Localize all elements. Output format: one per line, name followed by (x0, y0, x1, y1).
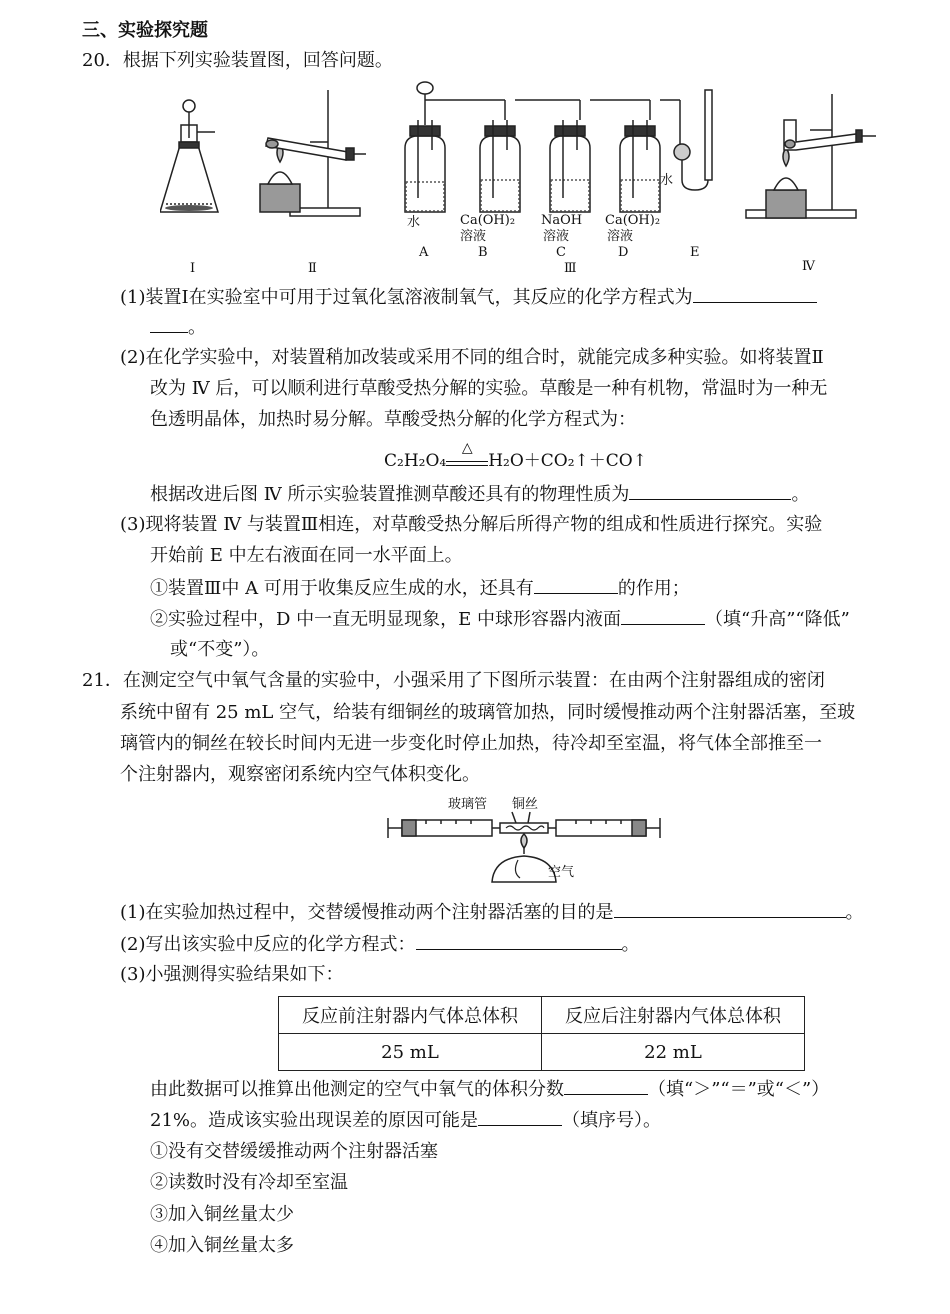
q21-after-2: 21%。造成该实验出现误差的原因可能是 （填序号）。 (150, 1110, 662, 1131)
table-cell: 25 mL (279, 1034, 542, 1071)
label-D-2: 溶液 (607, 229, 634, 244)
q21-stem-3: 璃管内的铜丝在较长时间内无进一步变化时停止加热，待冷却至室温，将气体全部推至一 (120, 733, 822, 754)
letter-D: D (618, 245, 629, 260)
q20-apparatus-figure (160, 80, 920, 280)
label-B-2: 溶液 (460, 229, 487, 244)
letter-B: B (478, 245, 488, 260)
table-header: 反应前注射器内气体总体积 (279, 997, 542, 1034)
answer-blank[interactable] (614, 901, 846, 918)
label-C-1: NaOH (541, 213, 583, 228)
answer-blank[interactable] (693, 286, 817, 303)
equation-arrow: △ (446, 453, 488, 466)
q20-p2-line4: 根据改进后图 Ⅳ 所示实验装置推测草酸还具有的物理性质为 。 (150, 484, 810, 505)
q20-p3-sub2: ②实验过程中，D 中一直无明显现象，E 中球形容器内液面 （填“升高”“降低” (150, 609, 850, 630)
answer-blank[interactable] (416, 933, 622, 950)
q20-p3-line1: (3)现将装置 Ⅳ 与装置Ⅲ相连，对草酸受热分解后所得产物的组成和性质进行探究。实验 (120, 514, 823, 535)
q20-equation: C₂H₂O₄ △ H₂O＋CO₂↑＋CO↑ (384, 440, 647, 471)
label-air: 空气 (548, 865, 575, 880)
q20-p2-line2: 改为 Ⅳ 后，可以顺利进行草酸受热分解的实验。草酸是一种有机物，常温时为一种无 (150, 378, 828, 399)
option-2: ②读数时没有冷却至室温 (150, 1172, 348, 1193)
label-E-liquid: 水 (660, 173, 674, 188)
label-glass-tube: 玻璃管 (448, 797, 488, 812)
table-header: 反应后注射器内气体总体积 (542, 997, 805, 1034)
apparatus-II (260, 90, 366, 216)
apparatus-IV (746, 94, 876, 218)
q21-p2: (2)写出该实验中反应的化学方程式： 。 (120, 934, 640, 955)
option-1: ①没有交替缓缓推动两个注射器活塞 (150, 1141, 438, 1162)
section-title: 三、实验探究题 (82, 20, 208, 41)
label-D-1: Ca(OH)₂ (605, 213, 661, 228)
answer-blank[interactable] (534, 577, 618, 594)
table-cell: 22 mL (542, 1034, 805, 1071)
q20-p3-sub2-cont: 或“不变”）。 (170, 639, 270, 660)
answer-blank[interactable] (629, 483, 791, 500)
answer-blank[interactable] (564, 1078, 648, 1095)
q20-p1: (1)装置Ⅰ在实验室中可用于过氧化氢溶液制氧气，其反应的化学方程式为 (120, 286, 817, 309)
answer-blank[interactable] (150, 316, 188, 333)
q21-after-1: 由此数据可以推算出他测定的空气中氧气的体积分数 （填“＞”“＝”或“＜”） (150, 1079, 830, 1100)
results-table (278, 996, 805, 1071)
label-device-I: Ⅰ (190, 261, 196, 276)
letter-C: C (556, 245, 566, 260)
q20-p2-line1: (2)在化学实验中，对装置稍加改装或采用不同的组合时，就能完成多种实验。如将装置Ⅱ (120, 347, 824, 368)
q21-stem-2: 系统中留有 25 mL 空气，给装有细铜丝的玻璃管加热，同时缓慢推动两个注射器活塞，至玻 (120, 702, 856, 723)
q20-p2-line3: 色透明晶体，加热时易分解。草酸受热分解的化学方程式为： (150, 409, 636, 430)
q21-p3: (3)小强测得实验结果如下： (120, 964, 344, 985)
q21-p1: (1)在实验加热过程中，交替缓慢推动两个注射器活塞的目的是 。 (120, 902, 864, 923)
letter-E: E (690, 245, 700, 260)
option-4: ④加入铜丝量太多 (150, 1235, 294, 1256)
option-3: ③加入铜丝量太少 (150, 1204, 294, 1225)
label-device-III: Ⅲ (564, 261, 577, 276)
q20-p3-line2: 开始前 E 中左右液面在同一水平面上。 (150, 545, 463, 566)
answer-blank[interactable] (478, 1109, 562, 1126)
label-device-II: Ⅱ (308, 261, 317, 276)
q20-p3-sub1: ①装置Ⅲ中 A 可用于收集反应生成的水，还具有 的作用； (150, 578, 690, 599)
q21-stem-1: 21．在测定空气中氧气含量的实验中，小强采用了下图所示装置：在由两个注射器组成的密闭 (82, 670, 825, 691)
label-device-IV: Ⅳ (802, 259, 815, 274)
q20-stem: 20．根据下列实验装置图，回答问题。 (82, 50, 393, 71)
answer-blank[interactable] (621, 608, 705, 625)
q21-stem-4: 个注射器内，观察密闭系统内空气体积变化。 (120, 764, 480, 785)
apparatus-I (160, 100, 218, 212)
apparatus-III (405, 82, 712, 212)
q21-syringe-figure (386, 790, 676, 890)
label-copper-wire: 铜丝 (512, 797, 539, 812)
label-C-2: 溶液 (543, 229, 570, 244)
label-B-1: Ca(OH)₂ (460, 213, 516, 228)
letter-A: A (419, 245, 429, 260)
q20-p1-cont: 。 (150, 316, 206, 339)
label-A-liquid: 水 (407, 215, 421, 230)
